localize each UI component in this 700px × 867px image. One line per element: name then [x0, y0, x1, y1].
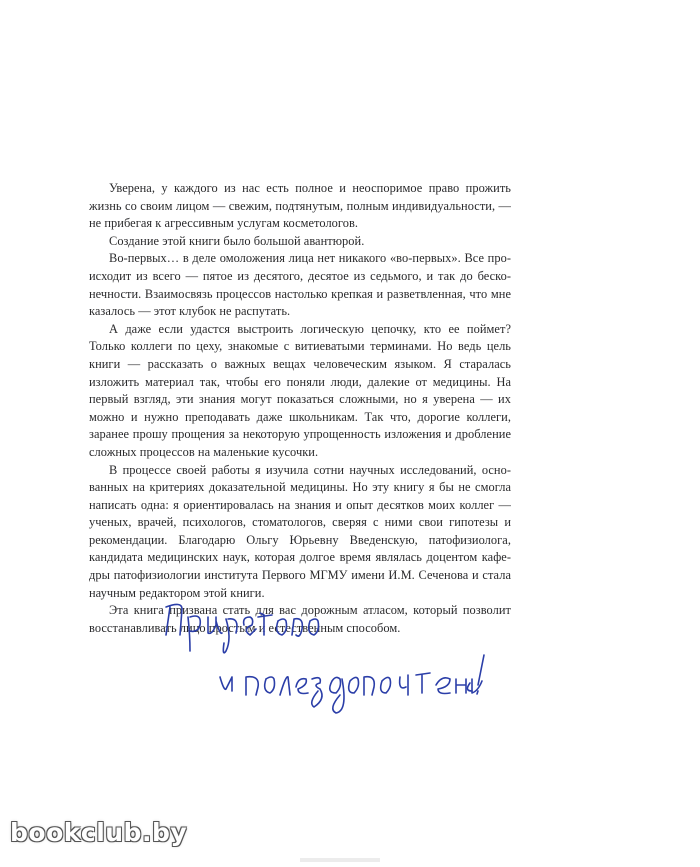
handwriting-drawing	[160, 595, 490, 715]
paragraph: Эта книга призвана стать для вас дорожным атласом, который позволит восстанавливать лицо простым и естественным способом.	[89, 603, 511, 635]
handwritten-signature-note	[160, 595, 490, 715]
body-text	[89, 180, 511, 637]
page-bottom-shadow	[300, 858, 380, 862]
paragraph: В процессе своей работы я изучила сотни научных исследований, основанных на критериях доказательной медицины. Но эту книгу я бы не смогла написать одна: я ориентировалась на знания и опыт десятков моих коллег — ученых, врачей, психологов, стоматологов, сверяя с ними свои гипотезы и рекомендации. Благодарю Ольгу Юрьевну Введенскую, патофизиолога, кандидата медицинских наук, которая долгое время являлась доцентом кафедры патофизиологии института Первого МГМУ имени И.М. Сеченова и стала научным редактором этой книги.	[89, 462, 511, 600]
watermark-logo: bookclub.by	[10, 818, 188, 847]
paragraph: Уверена, у каждого из нас есть полное и неоспоримое право прожить жизнь со своим лицом — свежим, подтянутым, полным индивидуальности, — не прибегая к агрессивным услугам косметологов.	[89, 181, 511, 231]
paragraph: Во-первых… в деле омоложения лица нет никакого «во-первых». Все происходит из всего — пятое из десятого, десятое из седьмого, и так до бесконечности. Взаимосвязь процессов настолько крепкая и разветвленная, что мне казалось — этот клубок не распутать.	[89, 251, 511, 319]
paragraph: Создание этой книги было большой авантюрой.	[109, 233, 365, 248]
paragraph: А даже если удастся выстроить логическую цепочку, кто ее поймет? Только коллеги по цеху, знакомые с витиеватыми терминами. Но ведь цель книги — рассказать о важных вещах человеческим языком. Я старалась изложить материал так, чтобы его поняли люди, далекие от медицины. На первый взгляд, эти знания могут показаться сложными, но я уверена — их можно и нужно преподавать даже школьникам. Так что, дорогие коллеги, заранее прошу прощения за некоторую упрощенность изложения и дробление сложных процессов на маленькие кусочки.	[89, 321, 511, 459]
